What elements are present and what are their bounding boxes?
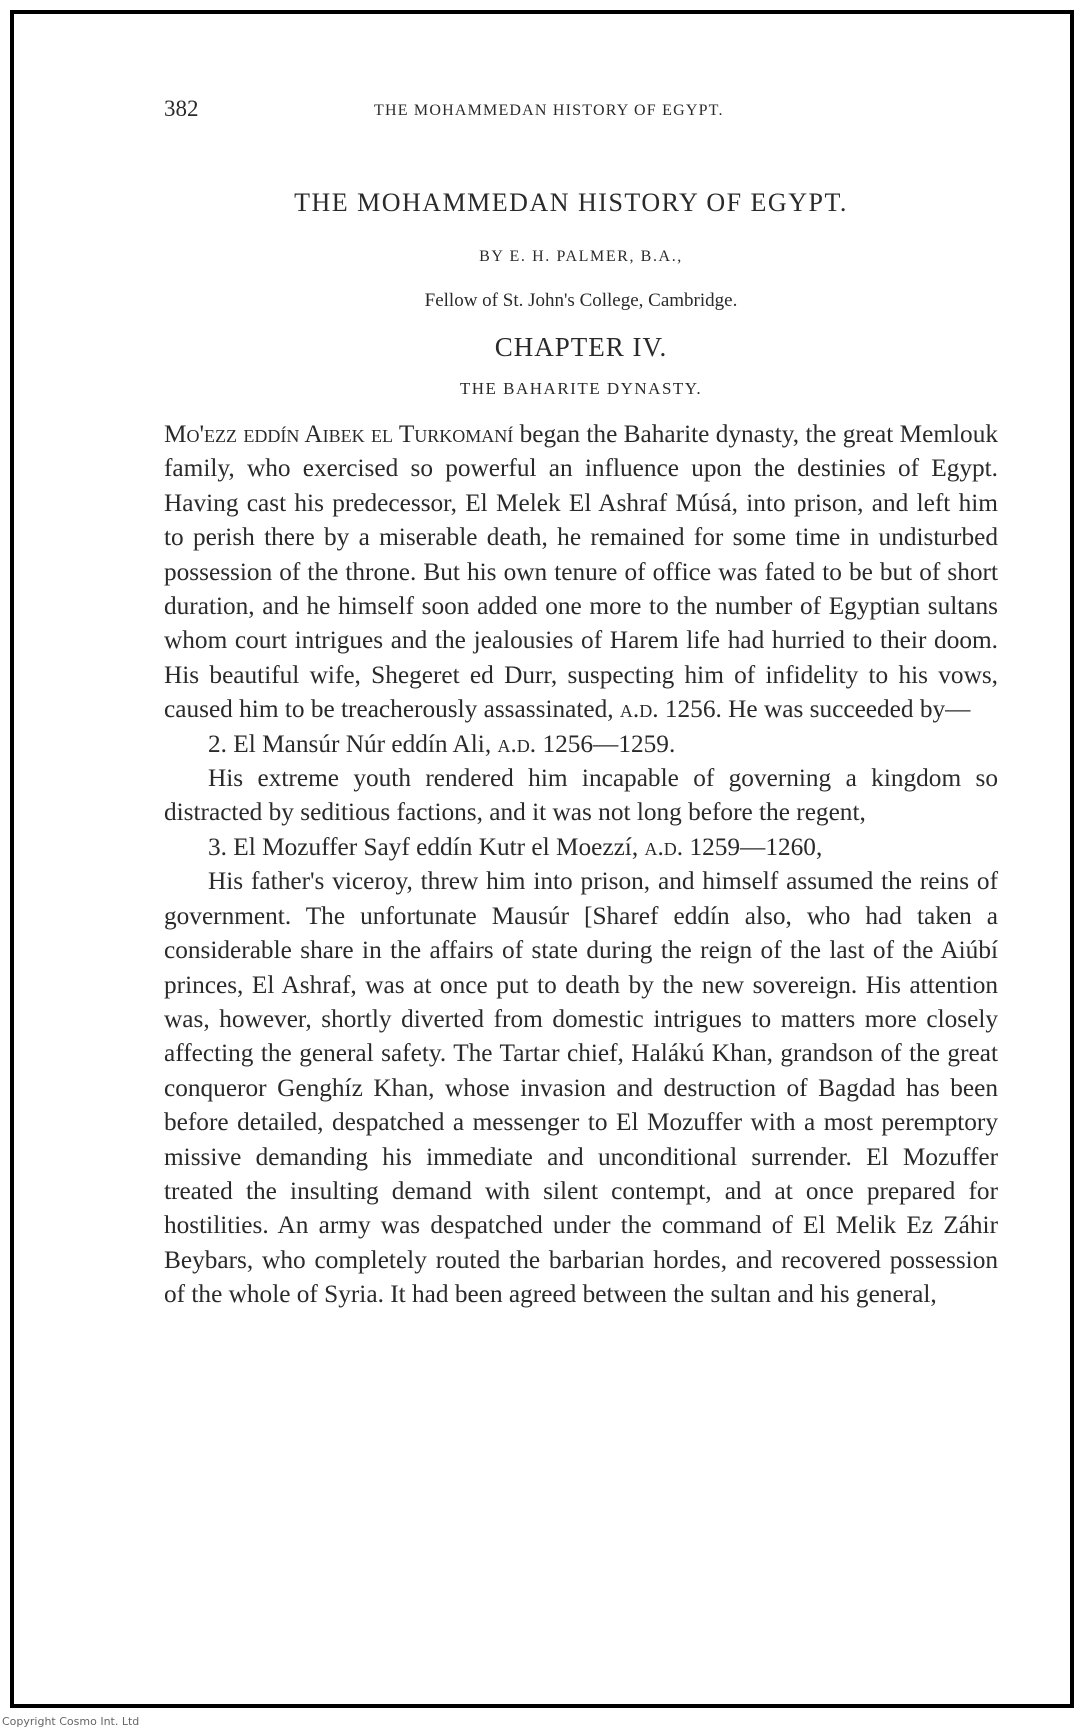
reign-dates: 1259—1260, <box>683 832 823 861</box>
reign-entry <box>164 727 998 761</box>
paragraph: His father's viceroy, threw him into prison, and himself assumed the reins of government. The unfortunate Mausúr [Sharef eddín also, who had taken a considerable share in the affairs of state during the reign of the last of the Aiúbí princes, El Ashraf, was at once put to death by the new sovereign. His attention was, however, shortly diverted from domestic intrigues to matters more closely affecting the general safety. The Tartar chief, Halákú Khan, grandson of the great conqueror Genghíz Khan, whose invasion and destruction of Bagdad has been before detailed, despatched a messenger to El Mozuffer with a most peremptory missive demanding his immediate and unconditional surrender. El Mozuffer treated the insulting demand with silent contempt, and at once prepared for hostilities. An army was despatched under the command of El Melik Ez Záhir Beybars, who completely routed the barbarian hordes, and recovered possession of the whole of Syria. It had been agreed between the sultan and his general, <box>164 867 998 1309</box>
paragraph-text: began the Baharite dynasty, the great Memlouk family, who exercised so powerful an influence upon the destinies of Egypt. Having cast his predecessor, El Melek El Ashraf Músá, into prison, and left him to perish there by a miserable death, he remained for some time in undisturbed possession of the throne. But his own tenure of office was fated to be but of short duration, and he himself soon added one more to the number of Egyptian sultans whom court intrigues and the jealousies of Harem life had hurried to their doom. His beautiful wife, Shegeret ed Durr, suspecting him of infidelity to his vows, caused him to be treacherously assassinated, <box>164 420 998 724</box>
copyright-notice: Copyright Cosmo Int. Ltd <box>2 1715 140 1728</box>
document-page <box>164 92 998 1312</box>
article-title: THE MOHAMMEDAN HISTORY OF EGYPT. <box>294 188 848 217</box>
author-affiliation: Fellow of St. John's College, Cambridge. <box>424 290 738 311</box>
reign-dates: 1256—1259. <box>536 729 676 758</box>
running-title: THE MOHAMMEDAN HISTORY OF EGYPT. <box>374 102 724 119</box>
article-body <box>164 417 998 1312</box>
author-byline: BY E. H. PALMER, B.A., <box>479 248 683 265</box>
page-number: 382 <box>164 96 199 121</box>
paragraph <box>164 417 998 727</box>
era-label: a.d. <box>497 729 537 758</box>
running-header <box>164 92 998 132</box>
paragraph: His extreme youth rendered him incapable of governing a kingdom so distracted by seditious factions, and it was not long before the regent, <box>164 764 998 827</box>
reign-name: 3. El Mozuffer Sayf eddín Kutr el Moezzí, <box>208 832 645 861</box>
reign-name: 2. El Mansúr Núr eddín Ali, <box>208 729 498 758</box>
paragraph-text-tail: 1256. He was succeeded by— <box>658 695 971 724</box>
section-heading: THE BAHARITE DYNASTY. <box>459 379 703 398</box>
paragraph-lead: Mo'ezz eddín Aibek el Turkomaní <box>164 420 514 448</box>
chapter-heading: CHAPTER IV. <box>494 332 668 362</box>
era-label: a.d. <box>619 695 659 724</box>
era-label: a.d. <box>644 832 684 861</box>
reign-entry <box>164 830 998 864</box>
